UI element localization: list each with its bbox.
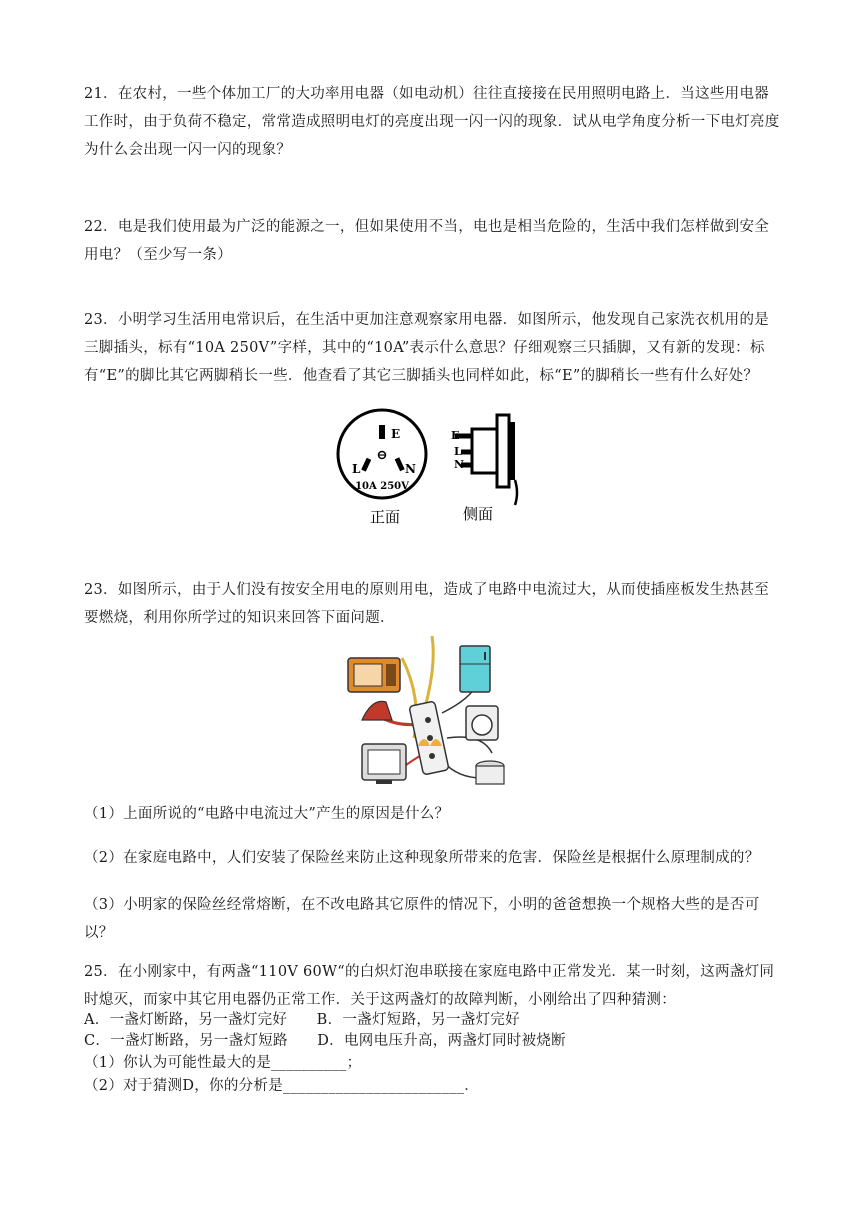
question-21: 21．在农村，一些个体加工厂的大功率用电器（如电动机）往往直接接在民用照明电路上．当这些用电器工作时，由于负荷不稳定，常常造成照明电灯的亮度出现一闪一闪的现象．试从电学角度分析一下电灯亮度为什么会出现一闪一闪的现象？ (84, 86, 780, 158)
question-22: 22．电是我们使用最为广泛的能源之一，但如果使用不当，电也是相当危险的，生活中我们怎样做到安全用电？（至少写一条） (84, 219, 770, 263)
overloaded-socket-illustration (342, 628, 522, 798)
pin-l-label: L (352, 462, 361, 476)
question-25-options-ab: A．一盏灯断路，另一盏灯完好 B．一盏灯短路，另一盏灯完好 (84, 1012, 520, 1028)
plug-front-view (338, 410, 426, 498)
front-caption: 正面 (369, 508, 401, 526)
question-25-fill-2: （2）对于猜测D，你的分析是________________________． (84, 1078, 480, 1094)
side-pin-e: E (451, 429, 460, 442)
side-pin-n: N (454, 458, 465, 471)
plug-rating: 10A 250V (355, 481, 409, 492)
side-pin-l: L (454, 445, 462, 458)
question-25: 25．在小刚家中，有两盏“110V 60W“的白炽灯泡串联接在家庭电路中正常发光．某一时刻，这两盏灯同时熄灭，而家中其它用电器仍正常工作．关于这两盏灯的故障判断，小刚给出了四种猜测： (84, 964, 775, 1008)
question-23-overload: 23．如图所示，由于人们没有按安全用电的原则用电，造成了电路中电流过大，从而使插座板发生热甚至要燃烧，利用你所学过的知识来回答下面问题． (84, 582, 770, 626)
plug-side-view (451, 415, 517, 505)
question-23-sub2: （2）在家庭电路中，人们安装了保险丝来防止这种现象所带来的危害．保险丝是根据什么原理制成的？ (84, 850, 760, 866)
plug-figure (335, 405, 535, 530)
question-25-options-cd: C．一盏灯断路，另一盏灯短路 D．电网电压升高，两盏灯同时被烧断 (84, 1033, 566, 1049)
washing-machine-icon (466, 706, 498, 740)
question-23-sub3: （3）小明家的保险丝经常熔断，在不改电路其它原件的情况下，小明的爸爸想换一个规格大些的是否可以？ (84, 897, 760, 941)
iron-icon (362, 701, 392, 720)
pin-n-label: N (405, 462, 416, 476)
side-caption: 侧面 (462, 505, 494, 523)
microwave-icon (348, 658, 400, 692)
refrigerator-icon (460, 646, 490, 692)
question-23-sub1: （1）上面所说的“电路中电流过大”产生的原因是什么？ (84, 806, 450, 822)
question-23-plug: 23．小明学习生活用电常识后，在生活中更加注意观察家用电器．如图所示，他发现自己家洗衣机用的是三脚插头，标有“10A 250V”字样，其中的“10A”表示什么意思？仔细观察三只插脚，又有新的发现：标有“E”的脚比其它两脚稍长一些．他查看了其它三脚插头也同样如此，标“E”的脚稍长一些有什么好处？ (84, 312, 770, 384)
rice-cooker-icon (476, 761, 504, 784)
question-25-fill-1: （1）你认为可能性最大的是__________； (84, 1055, 362, 1071)
pin-e-label: E (391, 427, 401, 441)
television-icon (362, 744, 406, 784)
